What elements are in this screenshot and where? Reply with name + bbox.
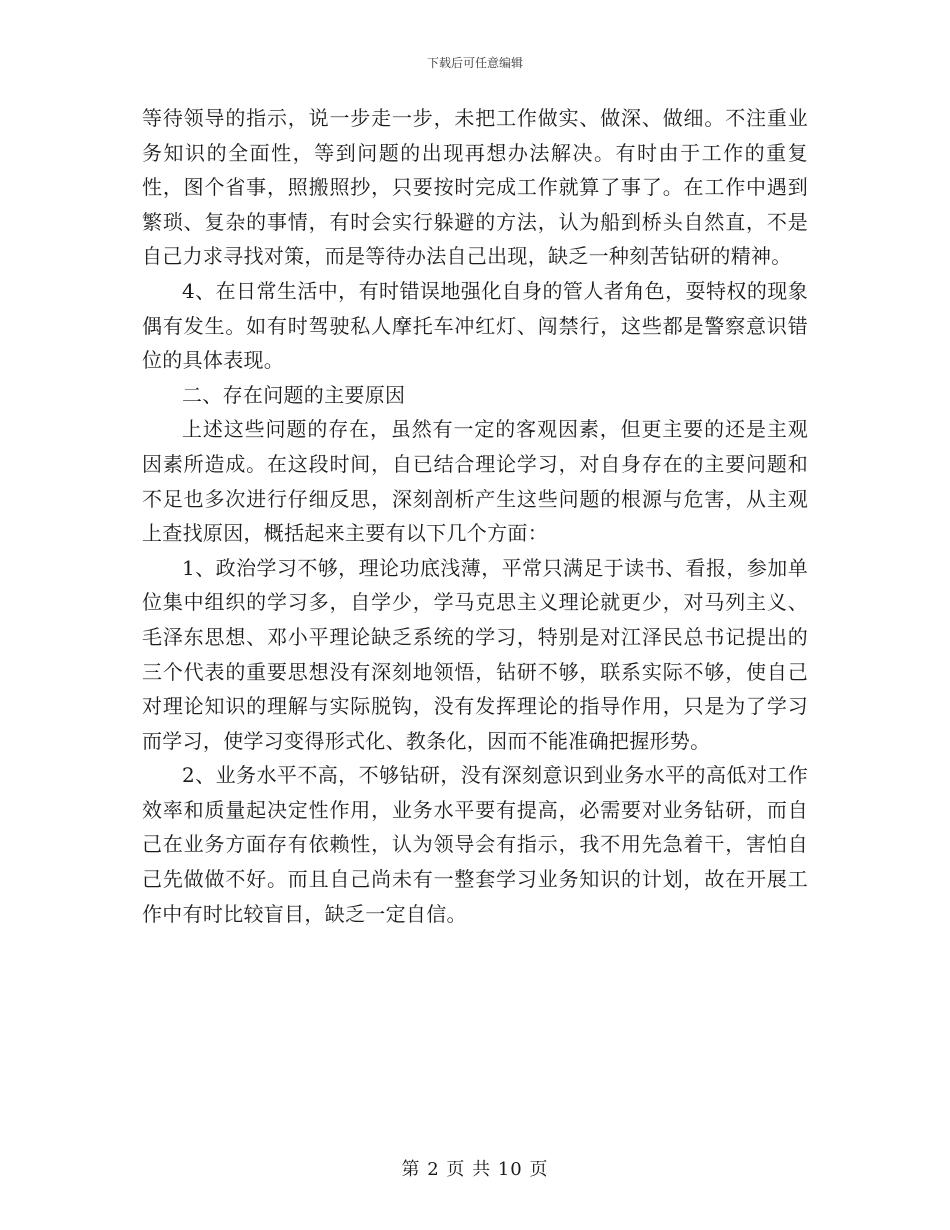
document-body [142, 101, 808, 931]
paragraph: 1、政治学习不够，理论功底浅薄，平常只满足于读书、看报，参加单位集中组织的学习多，自学少，学马克思主义理论就更少，对马列主义、毛泽东思想、邓小平理论缺乏系统的学习，特别是对江泽民总书记提出的三个代表的重要思想没有深刻地领悟，钻研不够，联系实际不够，使自己对理论知识的理解与实际脱钩，没有发挥理论的指导作用，只是为了学习而学习，使学习变得形式化、教条化，因而不能准确把握形势。 [142, 555, 808, 753]
paragraph: 等待领导的指示，说一步走一步，未把工作做实、做深、做细。不注重业务知识的全面性，等到问题的出现再想办法解决。有时由于工作的重复性，图个省事，照搬照抄，只要按时完成工作就算了事了。在工作中遇到繁琐、复杂的事情，有时会实行躲避的方法，认为船到桥头自然直，不是自己力求寻找对策，而是等待办法自己出现，缺乏一种刻苦钻研的精神。 [142, 106, 808, 269]
page-number-footer: 第 2 页 共 10 页 [401, 1159, 549, 1180]
section-heading: 二、存在问题的主要原因 [182, 382, 406, 407]
page-header: 下载后可任意编辑 [426, 56, 523, 70]
paragraph: 上述这些问题的存在，虽然有一定的客观因素，但更主要的还是主观因素所造成。在这段时间，自已结合理论学习，对自身存在的主要问题和不足也多次进行仔细反思，深刻剖析产生这些问题的根源与危害，从主观上查找原因，概括起来主要有以下几个方面： [142, 417, 808, 546]
paragraph: 2、业务水平不高，不够钻研，没有深刻意识到业务水平的高低对工作效率和质量起决定性作用，业务水平要有提高，必需要对业务钻研，而自己在业务方面存有依赖性，认为领导会有指示，我不用先急着干，害怕自己先做做不好。而且自己尚未有一整套学习业务知识的计划，故在开展工作中有时比较盲目，缺乏一定自信。 [142, 763, 808, 926]
paragraph: 4、在日常生活中，有时错误地强化自身的管人者角色，耍特权的现象偶有发生。如有时驾驶私人摩托车冲红灯、闯禁行，这些都是警察意识错位的具体表现。 [142, 278, 808, 373]
